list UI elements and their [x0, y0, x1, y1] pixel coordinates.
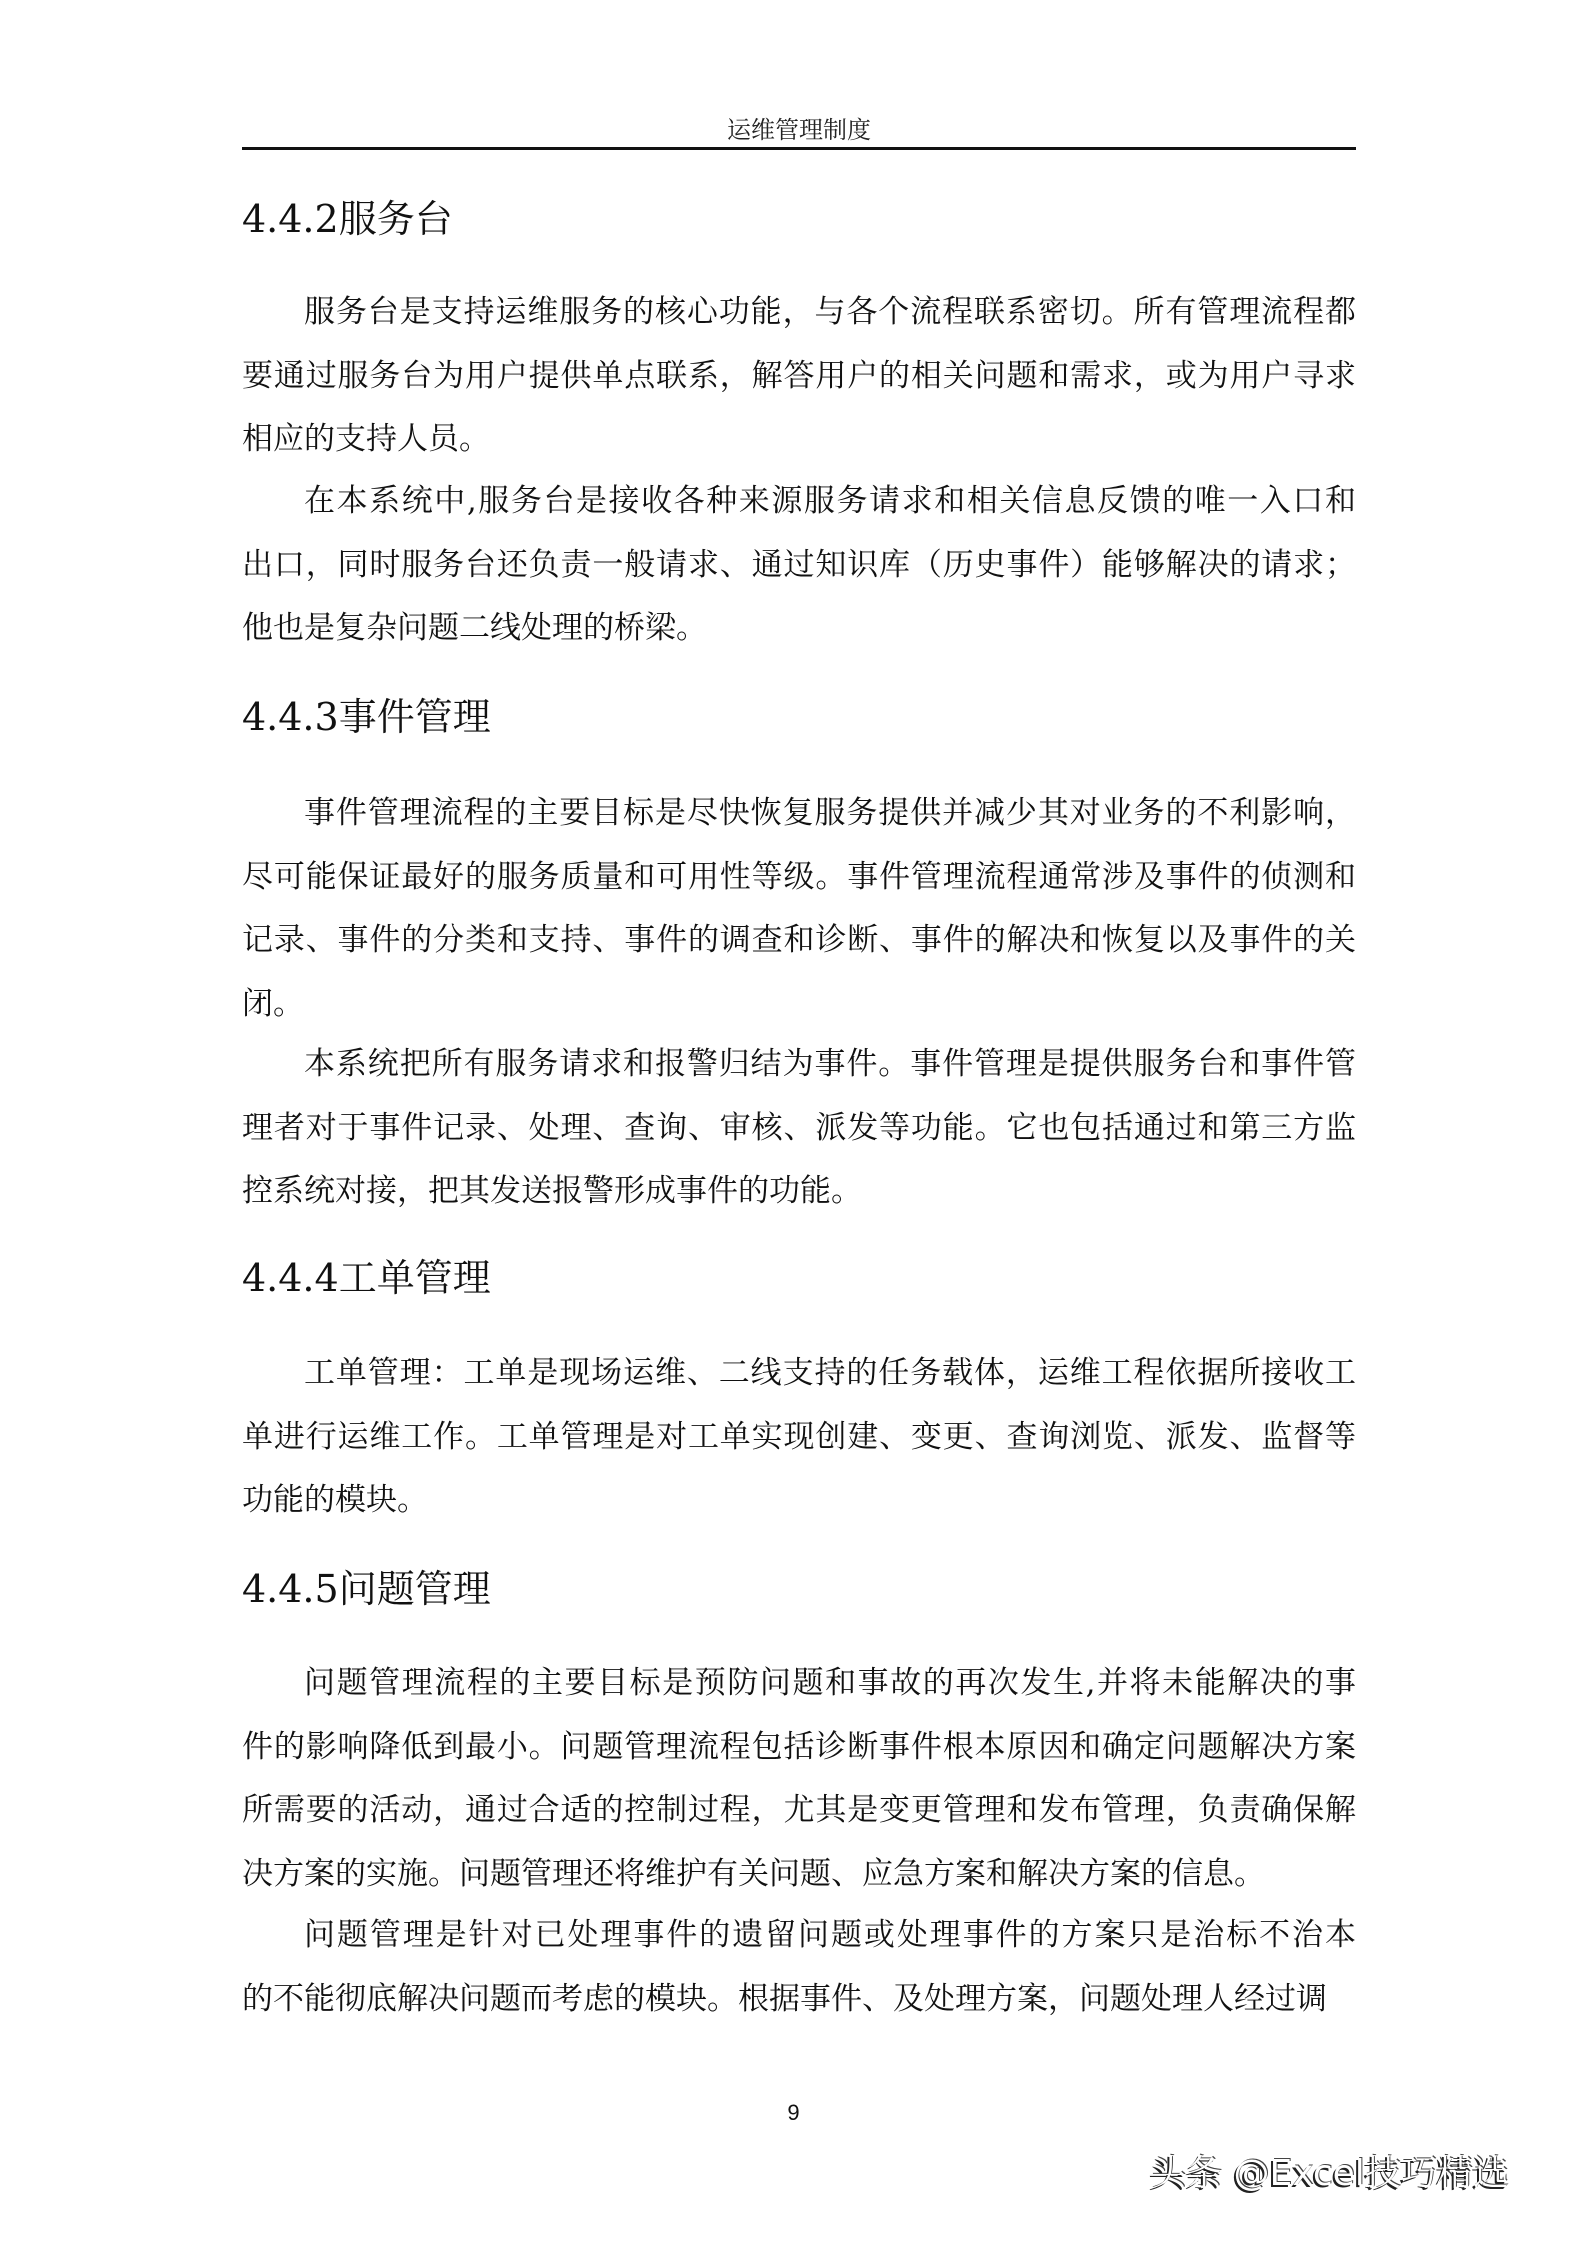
section-heading: 4.4.5问题管理 — [242, 1567, 491, 1611]
paragraph — [242, 281, 1356, 472]
section-heading: 4.4.3事件管理 — [242, 695, 491, 739]
paragraph-line: 本系统把所有服务请求和报警归结为事件。事件管理是提供服务台和事件管 — [304, 1046, 1356, 1082]
section-heading: 4.4.2服务台 — [242, 197, 453, 241]
paragraph-line: 单进行运维工作。工单管理是对工单实现创建、变更、查询浏览、派发、监督等 — [242, 1418, 1356, 1455]
running-header: 运维管理制度 — [727, 116, 871, 144]
paragraph-line: 闭。 — [242, 985, 304, 1022]
paragraph-line: 件的影响降低到最小。问题管理流程包括诊断事件根本原因和确定问题解决方案 — [242, 1728, 1356, 1765]
paragraph-line: 在本系统中,服务台是接收各种来源服务请求和相关信息反馈的唯一入口和 — [304, 483, 1356, 519]
paragraph-line: 控系统对接，把其发送报警形成事件的功能。 — [242, 1173, 862, 1209]
watermark: 头条 @Excel技巧精选 — [1150, 2153, 1509, 2194]
paragraph — [242, 1033, 1356, 1224]
paragraph-line: 服务台是支持运维服务的核心功能，与各个流程联系密切。所有管理流程都 — [304, 294, 1356, 330]
paragraph-line: 的不能彻底解决问题而考虑的模块。根据事件、及处理方案，问题处理人经过调 — [242, 1980, 1327, 2017]
paragraph-line: 事件管理流程的主要目标是尽快恢复服务提供并减少其对业务的不利影响， — [304, 795, 1356, 831]
paragraph-line: 决方案的实施。问题管理还将维护有关问题、应急方案和解决方案的信息。 — [242, 1855, 1265, 1892]
paragraph — [242, 1652, 1356, 1906]
paragraph-line: 他也是复杂问题二线处理的桥梁。 — [242, 610, 707, 646]
paragraph-line: 理者对于事件记录、处理、查询、审核、派发等功能。它也包括通过和第三方监 — [242, 1109, 1356, 1146]
page-number: 9 — [787, 2100, 800, 2125]
paragraph-line: 问题管理是针对已处理事件的遗留问题或处理事件的方案只是治标不治本 — [304, 1917, 1356, 1953]
paragraph-line: 工单管理：工单是现场运维、二线支持的任务载体，运维工程依据所接收工 — [304, 1355, 1356, 1391]
section-heading: 4.4.4工单管理 — [242, 1256, 491, 1300]
paragraph-line: 问题管理流程的主要目标是预防问题和事故的再次发生,并将未能解决的事 — [304, 1665, 1356, 1701]
paragraph — [242, 1904, 1356, 2031]
paragraph-line: 所需要的活动，通过合适的控制过程，尤其是变更管理和发布管理，负责确保解 — [242, 1792, 1356, 1828]
paragraph-line: 尽可能保证最好的服务质量和可用性等级。事件管理流程通常涉及事件的侦测和 — [242, 858, 1356, 895]
paragraph — [242, 470, 1356, 661]
paragraph-line: 出口，同时服务台还负责一般请求、通过知识库（历史事件）能够解决的请求； — [242, 546, 1356, 583]
paragraph-line: 功能的模块。 — [242, 1482, 428, 1518]
paragraph-line: 记录、事件的分类和支持、事件的调查和诊断、事件的解决和恢复以及事件的关 — [242, 922, 1356, 958]
paragraph-line: 要通过服务台为用户提供单点联系，解答用户的相关问题和需求，或为用户寻求 — [242, 357, 1356, 394]
paragraph-line: 相应的支持人员。 — [242, 421, 490, 457]
header-rule — [242, 147, 1356, 150]
paragraph — [242, 782, 1356, 1036]
paragraph — [242, 1342, 1356, 1533]
